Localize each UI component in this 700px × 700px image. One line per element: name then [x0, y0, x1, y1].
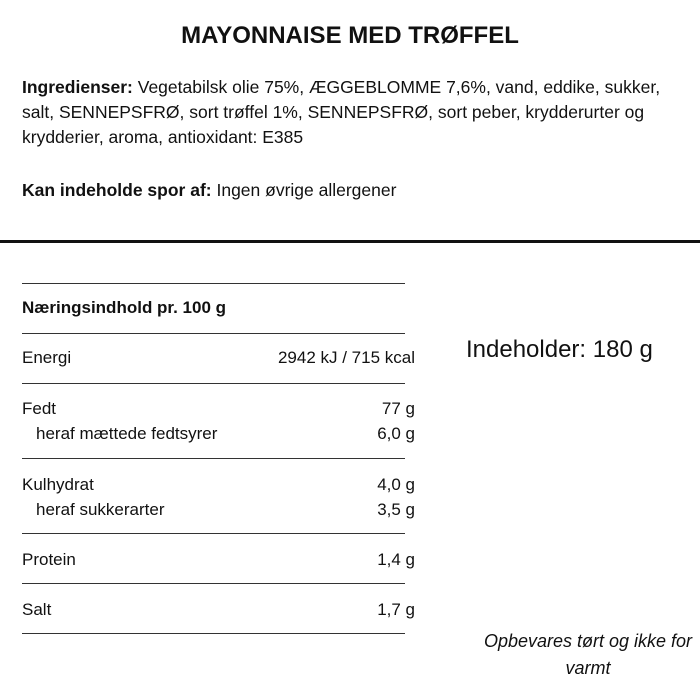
allergens-text: Ingen øvrige allergener	[211, 180, 397, 200]
ingredients-text: Vegetabilsk olie 75%, ÆGGEBLOMME 7,6%, vand, eddike, sukker, salt, SENNEPSFRØ, sort trøffel 1%, SENNEPSFRØ, sort peber, krydderurter og krydderier, aroma, antioxidant: E385	[22, 77, 661, 147]
table-row	[22, 399, 415, 419]
row-value: 77 g	[381, 399, 415, 418]
product-title: MAYONNAISE MED TRØFFEL	[181, 22, 519, 49]
table-line	[22, 458, 405, 459]
row-value: 1,7 g	[377, 600, 415, 619]
table-row	[22, 550, 415, 570]
table-line	[22, 533, 405, 534]
allergens	[22, 178, 692, 203]
table-row	[22, 600, 415, 620]
table-line	[22, 283, 405, 284]
storage-note: Opbevares tørt og ikke for varmt	[483, 631, 693, 678]
row-label: Energi	[22, 348, 72, 367]
table-row	[22, 475, 415, 495]
row-value: 3,5 g	[377, 500, 415, 519]
ingredients-label: Ingredienser:	[22, 77, 133, 97]
row-value: 4,0 g	[377, 475, 415, 494]
ingredients	[22, 75, 692, 150]
row-value: 6,0 g	[377, 424, 415, 443]
row-label: Salt	[22, 600, 52, 619]
table-line	[22, 633, 405, 634]
row-label: Fedt	[22, 399, 57, 418]
nutrition-header-text: Næringsindhold pr. 100 g	[22, 298, 227, 317]
table-line	[22, 383, 405, 384]
divider	[0, 240, 700, 243]
row-value: 1,4 g	[377, 550, 415, 569]
row-label: heraf sukkerarter	[36, 500, 165, 519]
table-row	[22, 424, 415, 444]
table-row	[22, 500, 415, 520]
row-label: heraf mættede fedtsyrer	[36, 424, 218, 443]
row-value: 2942 kJ / 715 kcal	[277, 348, 415, 367]
row-label: Protein	[22, 550, 76, 569]
table-line	[22, 583, 405, 584]
row-label: Kulhydrat	[22, 475, 94, 494]
net-content: Indeholder: 180 g	[466, 336, 653, 363]
table-row	[22, 348, 415, 368]
nutrition-header	[22, 298, 415, 318]
allergens-label: Kan indeholde spor af:	[22, 180, 212, 200]
table-line	[22, 333, 405, 334]
